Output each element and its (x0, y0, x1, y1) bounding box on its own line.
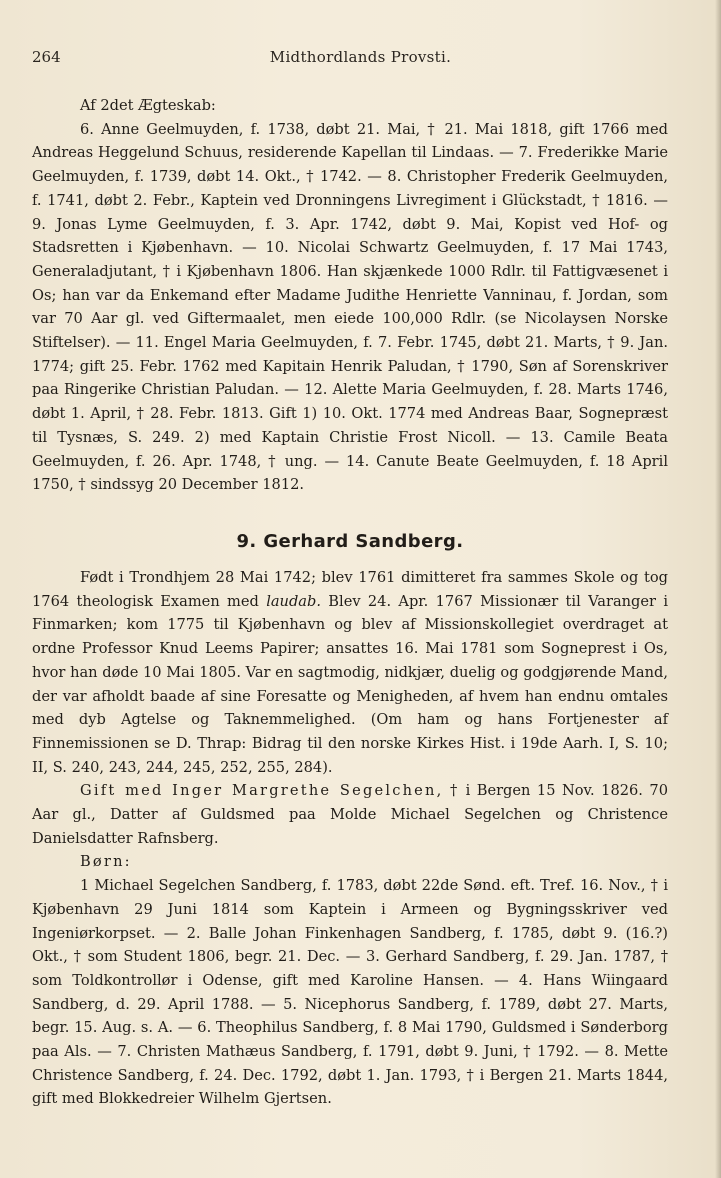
children-list-geelmuyden: 6. Anne Geelmuyden, f. 1738, døbt 21. Mai, † 21. Mai 1818, gift 1766 med Andreas Heggelund Schuus, residerende Kapellan til Lindaas. — 7. Frederikke Marie Geelmuyden, f. 1739, døbt 14. Okt., † 1742. — 8. Christopher Frederik Geelmuyden, f. 1741, døbt 2. Febr., Kaptein ved Dronningens Livregiment i Glückstadt, † 1816. — 9. Jonas Lyme Geelmuyden, f. 3. Apr. 1742, døbt 9. Mai, Kopist ved Hof- og Stadsretten i Kjøbenhavn. — 10. Nicolai Schwartz Geelmuyden, f. 17 Mai 1743, Generaladjutant, † i Kjøbenhavn 1806. Han skjænkede 1000 Rdlr. til Fattigvæsenet i Os; han var da Enkemand efter Madame Judithe Henriette Vanninau, f. Jordan, som var 70 Aar gl. ved Giftermaalet, men eiede 100,000 Rdlr. (se Nicolaysen Norske Stiftelser). — 11. Engel Maria Geelmuyden, f. 7. Febr. 1745, døbt 21. Marts, † 9. Jan. 1774; gift 25. Febr. 1762 med Kapitain Henrik Paludan, † 1790, Søn af Sorenskriver paa Ringerike Christian Paludan. — 12. Alette Maria Geelmuyden, f. 28. Marts 1746, døbt 1. April, † 28. Febr. 1813. Gift 1) 10. Okt. 1774 med Andreas Baar, Sognepræst til Tysnæs, S. 249. 2) med Kaptain Christie Frost Nicoll. — 13. Camile Beata Geelmuyden, f. 26. Apr. 1748, † ung. — 14. Canute Beate Geelmuyden, f. 18 April 1750, † sindssyg 20 December 1812. (32, 120, 668, 494)
marriage-paragraph (32, 779, 668, 850)
biography-paragraph (32, 566, 668, 779)
page-edge-shadow (715, 0, 721, 1178)
text-block-sandberg (32, 566, 668, 1111)
bio-text-1: Født i Trondhjem 28 Mai 1742; blev 1761 dimitteret fra sammes Skole og tog 1764 theologisk Examen med (32, 569, 668, 610)
marriage-intro: Af 2det Ægteskab: (80, 97, 216, 114)
children-label (32, 850, 668, 874)
marriage-rest: † i Bergen 15 Nov. 1826. 70 Aar gl., Datter af Guldsmed paa Molde Michael Segelchen og Christence Danielsdatter Rafnsberg. (32, 782, 668, 847)
section-heading: 9. Gerhard Sandberg. (236, 531, 464, 552)
text-block-top (32, 94, 668, 497)
marriage-spaced: Gift med Inger Margrethe Segelchen, (80, 782, 444, 800)
children-list-sandberg: 1 Michael Segelchen Sandberg, f. 1783, døbt 22de Sønd. eft. Tref. 16. Nov., † i Kjøbenhavn 29 Juni 1814 som Kaptein i Armeen og Bygningsskriver ved Ingeniørkorpset. — 2. Balle Johan Finkenhagen Sandberg, f. 1785, døbt 9. (16.?) Okt., † som Student 1806, begr. 21. Dec. — 3. Gerhard Sandberg, f. 29. Jan. 1787, † som Toldkontrollør i Odense, gift med Karoline Hansen. — 4. Hans Wiingaard Sandberg, d. 29. April 1788. — 5. Nicephorus Sandberg, f. 1789, døbt 27. Marts, begr. 15. Aug. s. A. — 6. Theophilus Sandberg, f. 8 Mai 1790, Guldsmed i Sønderborg paa Als. — 7. Christen Mathæus Sandberg, f. 1791, døbt 9. Juni, † 1792. — 8. Mette Christence Sandberg, f. 24. Dec. 1792, døbt 1. Jan. 1793, † i Bergen 21. Marts 1844, gift med Blokkedreier Wilhelm Gjertsen. (32, 877, 668, 1108)
page-number: 264 (32, 48, 61, 66)
section-heading-block (32, 530, 668, 554)
bio-laudab: laudab. (266, 592, 321, 610)
page-header (32, 48, 689, 70)
children-label-text: Børn: (80, 853, 132, 871)
bio-text-2: Blev 24. Apr. 1767 Missionær til Varanger i Finmarken; kom 1775 til Kjøbenhavn og blev af Missionskollegiet overdraget at ordne Professor Knud Leems Papirer; ansattes 16. Mai 1781 som Sogneprest i Os, hvor han døde 10 Mai 1805. Var en sagtmodig, nidkjær, duelig og godgjørende Mand, der var afholdt baade af sine Foresatte og Menigheden, af hvem han endnu omtales med dyb Agtelse og Taknemmelighed. (Om ham og hans Fortjenester af Finnemissionen se D. Thrap: Bidrag til den norske Kirkes Hist. i 19de Aarh. I, S. 10; II, S. 240, 243, 244, 245, 252, 255, 284). (32, 592, 669, 776)
running-title: Midthordlands Provsti. (269, 48, 452, 66)
